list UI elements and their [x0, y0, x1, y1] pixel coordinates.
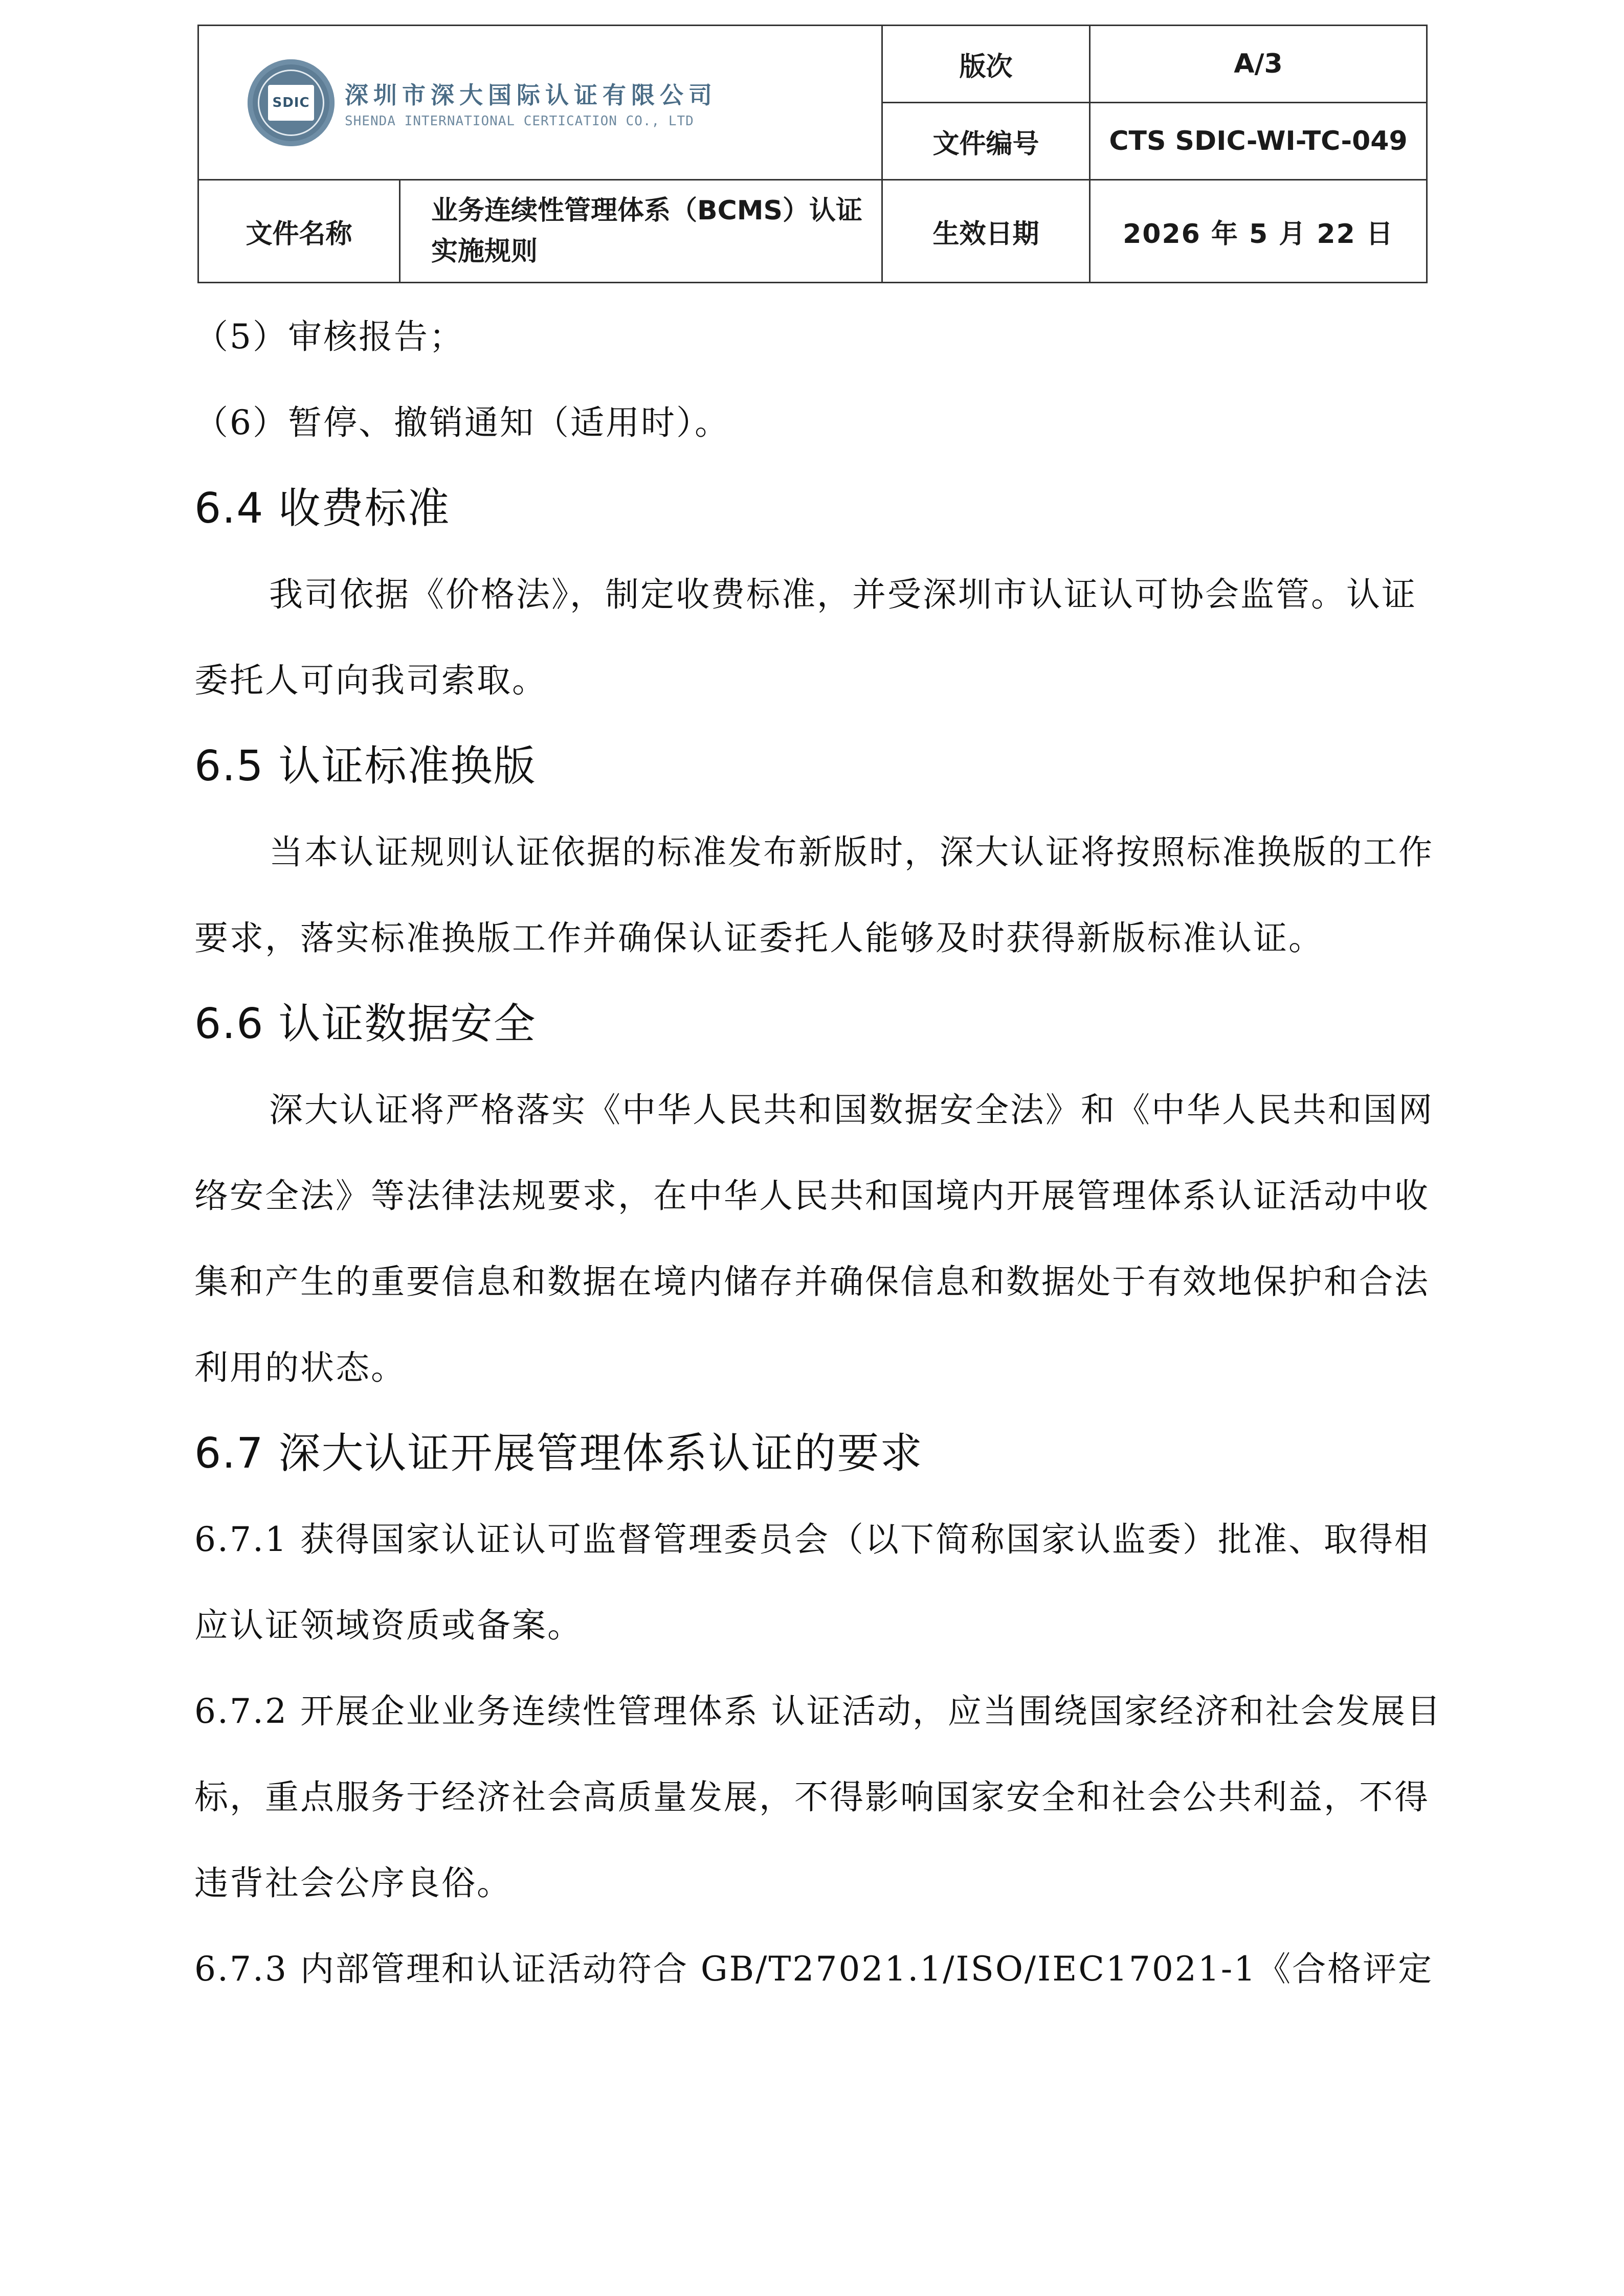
- company-logo: [209, 59, 871, 146]
- doc-name-value: 业务连续性管理体系（BCMS）认证实施规则: [400, 180, 882, 283]
- company-name-en: SHENDA INTERNATIONAL CERTICATION CO., LTD: [345, 113, 694, 129]
- section-6-6-heading: 6.6 认证数据安全: [194, 1000, 537, 1048]
- document-header-table: [197, 25, 1428, 283]
- version-value: A/3: [1090, 26, 1427, 103]
- section-6-5-heading: 6.5 认证标准换版: [194, 742, 537, 791]
- clause-6-7-2: 6.7.2 开展企业业务连续性管理体系 认证活动，应当围绕国家经济和社会发展目标，重点服务于经济社会高质量发展，不得影响国家安全和社会公共利益，不得违背社会公序良俗。: [194, 1692, 1442, 1903]
- effective-date-label: 生效日期: [882, 180, 1090, 283]
- docno-value: CTS SDIC-WI-TC-049: [1090, 103, 1427, 180]
- section-6-7-heading: 6.7 深大认证开展管理体系认证的要求: [194, 1429, 923, 1478]
- company-logo-cell: [198, 26, 882, 180]
- effective-date-value: 2026 年 5 月 22 日: [1090, 180, 1427, 283]
- section-6-5-paragraph: 当本认证规则认证依据的标准发布新版时，深大认证将按照标准换版的工作要求，落实标准换版工作并确保认证委托人能够及时获得新版标准认证。: [194, 832, 1434, 958]
- section-6-4-paragraph: 我司依据《价格法》，制定收费标准，并受深圳市认证认可协会监管。认证委托人可向我司索取。: [194, 575, 1417, 700]
- section-6-6-paragraph: 深大认证将严格落实《中华人民共和国数据安全法》和《中华人民共和国网络安全法》等法律法规要求，在中华人民共和国境内开展管理体系认证活动中收集和产生的重要信息和数据在境内储存并确保信息和数据处于有效地保护和合法利用的状态。: [194, 1090, 1434, 1387]
- company-name-cn: 深圳市深大国际认证有限公司: [345, 81, 717, 109]
- clause-6-7-3: 6.7.3 内部管理和认证活动符合 GB/T27021.1/ISO/IEC17021-1《合格评定: [194, 1949, 1434, 1989]
- company-seal-icon: SDIC: [248, 59, 335, 146]
- docno-label: 文件编号: [882, 103, 1090, 180]
- version-label: 版次: [882, 26, 1090, 103]
- list-item-5: （5）审核报告；: [194, 317, 464, 356]
- document-body: [194, 294, 1442, 2012]
- list-item-6: （6）暂停、撤销通知（适用时）。: [194, 403, 730, 442]
- section-6-4-heading: 6.4 收费标准: [194, 484, 451, 533]
- doc-name-label: 文件名称: [198, 180, 400, 283]
- clause-6-7-1: 6.7.1 获得国家认证认可监督管理委员会（以下简称国家认监委）批准、取得相应认证领域资质或备案。: [194, 1520, 1430, 1645]
